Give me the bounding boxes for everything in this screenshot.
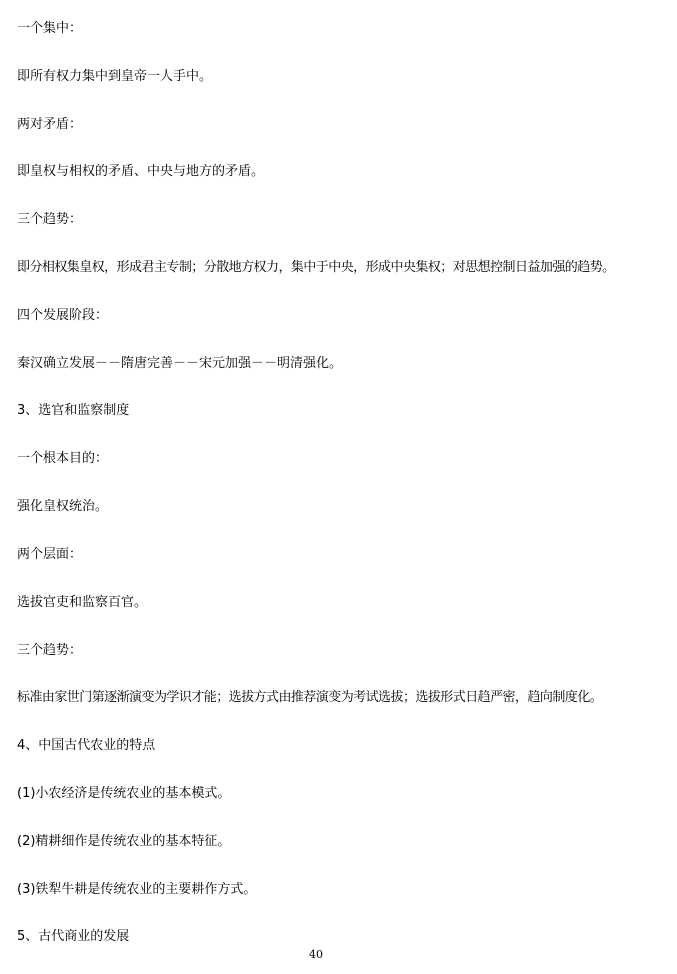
text-line: 即分相权集皇权，形成君主专制；分散地方权力，集中于中央，形成中央集权；对思想控制日益加强的趋势。	[17, 260, 615, 275]
text-line: 标准由家世门第逐渐演变为学识才能；选拔方式由推荐演变为考试选拔；选拔形式日趋严密，趋向制度化。	[17, 690, 603, 705]
text-line: 一个集中：	[17, 21, 83, 36]
list-item: (1)小农经济是传统农业的基本模式。	[17, 786, 231, 801]
section-heading: 5、古代商业的发展	[17, 929, 130, 944]
section-heading: 3、选官和监察制度	[17, 403, 130, 418]
page-number: 40	[309, 948, 323, 961]
list-item: (2)精耕细作是传统农业的基本特征。	[17, 834, 231, 849]
text-line: 即所有权力集中到皇帝一人手中。	[17, 69, 213, 84]
text-line: 即皇权与相权的矛盾、中央与地方的矛盾。	[17, 164, 265, 179]
text-line: 两对矛盾：	[17, 117, 83, 132]
text-line: 一个根本目的：	[17, 451, 109, 466]
text-line: 四个发展阶段：	[17, 308, 109, 323]
text-line: 选拔官吏和监察百官。	[17, 595, 148, 610]
section-heading: 4、中国古代农业的特点	[17, 738, 156, 753]
text-line: 两个层面：	[17, 547, 83, 562]
text-line: 三个趋势：	[17, 212, 83, 227]
text-line: 秦汉确立发展－－隋唐完善－－宋元加强－－明清强化。	[17, 356, 343, 371]
text-line: 三个趋势：	[17, 643, 83, 658]
list-item: (3)铁犁牛耕是传统农业的主要耕作方式。	[17, 882, 257, 897]
text-line: 强化皇权统治。	[17, 499, 109, 514]
